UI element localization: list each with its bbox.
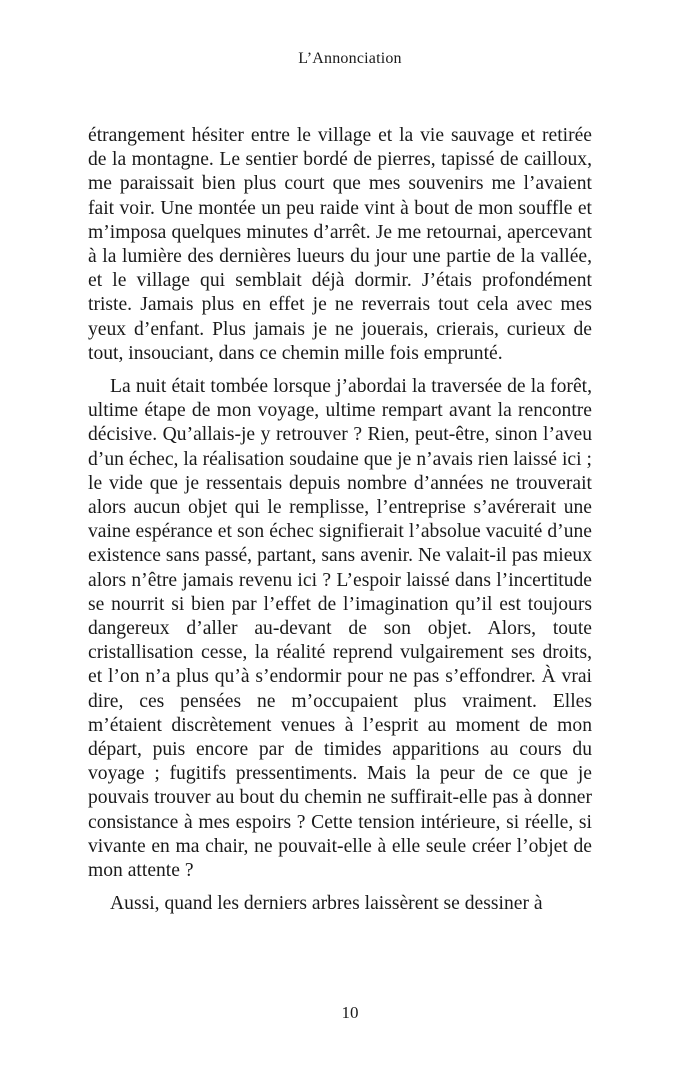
page-number: 10 [341, 1003, 359, 1022]
paragraph: La nuit était tombée lorsque j’abordai la traversée de la forêt, ultime étape de mon voyage, ultime rempart avant la rencontre décisive. Qu’allais-je y retrouver ? Rien, peut-être, sinon l’aveu d’un échec, la réalisation soudaine que je n’avais rien laissé ici ; le vide que je ressentais depuis nombre d’années ne trouverait alors aucun objet qui le remplisse, l’entreprise s’avérerait une vaine espérance et son échec signifierait l’absolue vacuité d’une existence sans passé, partant, sans avenir. Ne valait-il pas mieux alors n’être jamais revenu ici ? L’espoir laissé dans l’incertitude se nourrit si bien par l’effet de l’imagination qu’il est toujours dangereux d’aller au-devant de son objet. Alors, toute cristallisation cesse, la réalité reprend vulgairement ses droits, et l’on n’a plus qu’à s’endormir pour ne pas s’effondrer. À vrai dire, ces pensées ne m’occupaient plus vraiment. Elles m’étaient discrètement venues à l’esprit au moment de mon départ, puis encore par de timides apparitions au cours du voyage ; fugitifs pressentiments. Mais la peur de ce que je pouvais trouver au bout du chemin ne suffirait-elle pas à donner consistance à mes espoirs ? Cette tension intérieure, si réelle, si vivante en ma chair, ne pouvait-elle à elle seule créer l’objet de mon attente ? [88, 376, 592, 882]
paragraph: Aussi, quand les derniers arbres laissèrent se dessiner à [110, 893, 543, 915]
running-head: L’Annonciation [298, 50, 402, 67]
paragraph: étrangement hésiter entre le village et la vie sauvage et retirée de la montagne. Le sentier bordé de pierres, tapissé de cailloux, me paraissait bien plus court que mes souvenirs me l’avaient fait voir. Une montée un peu raide vint à bout de mon souffle et m’imposa quelques minutes d’arrêt. Je me retournai, apercevant à la lumière des dernières lueurs du jour une partie de la vallée, et le village qui semblait déjà dormir. J’étais profondément triste. Jamais plus en effet je ne reverrais tout cela avec mes yeux d’enfant. Plus jamais je ne jouerais, crierais, curieux de tout, insouciant, dans ce chemin mille fois emprunté. [88, 125, 592, 364]
body-text [88, 124, 592, 917]
